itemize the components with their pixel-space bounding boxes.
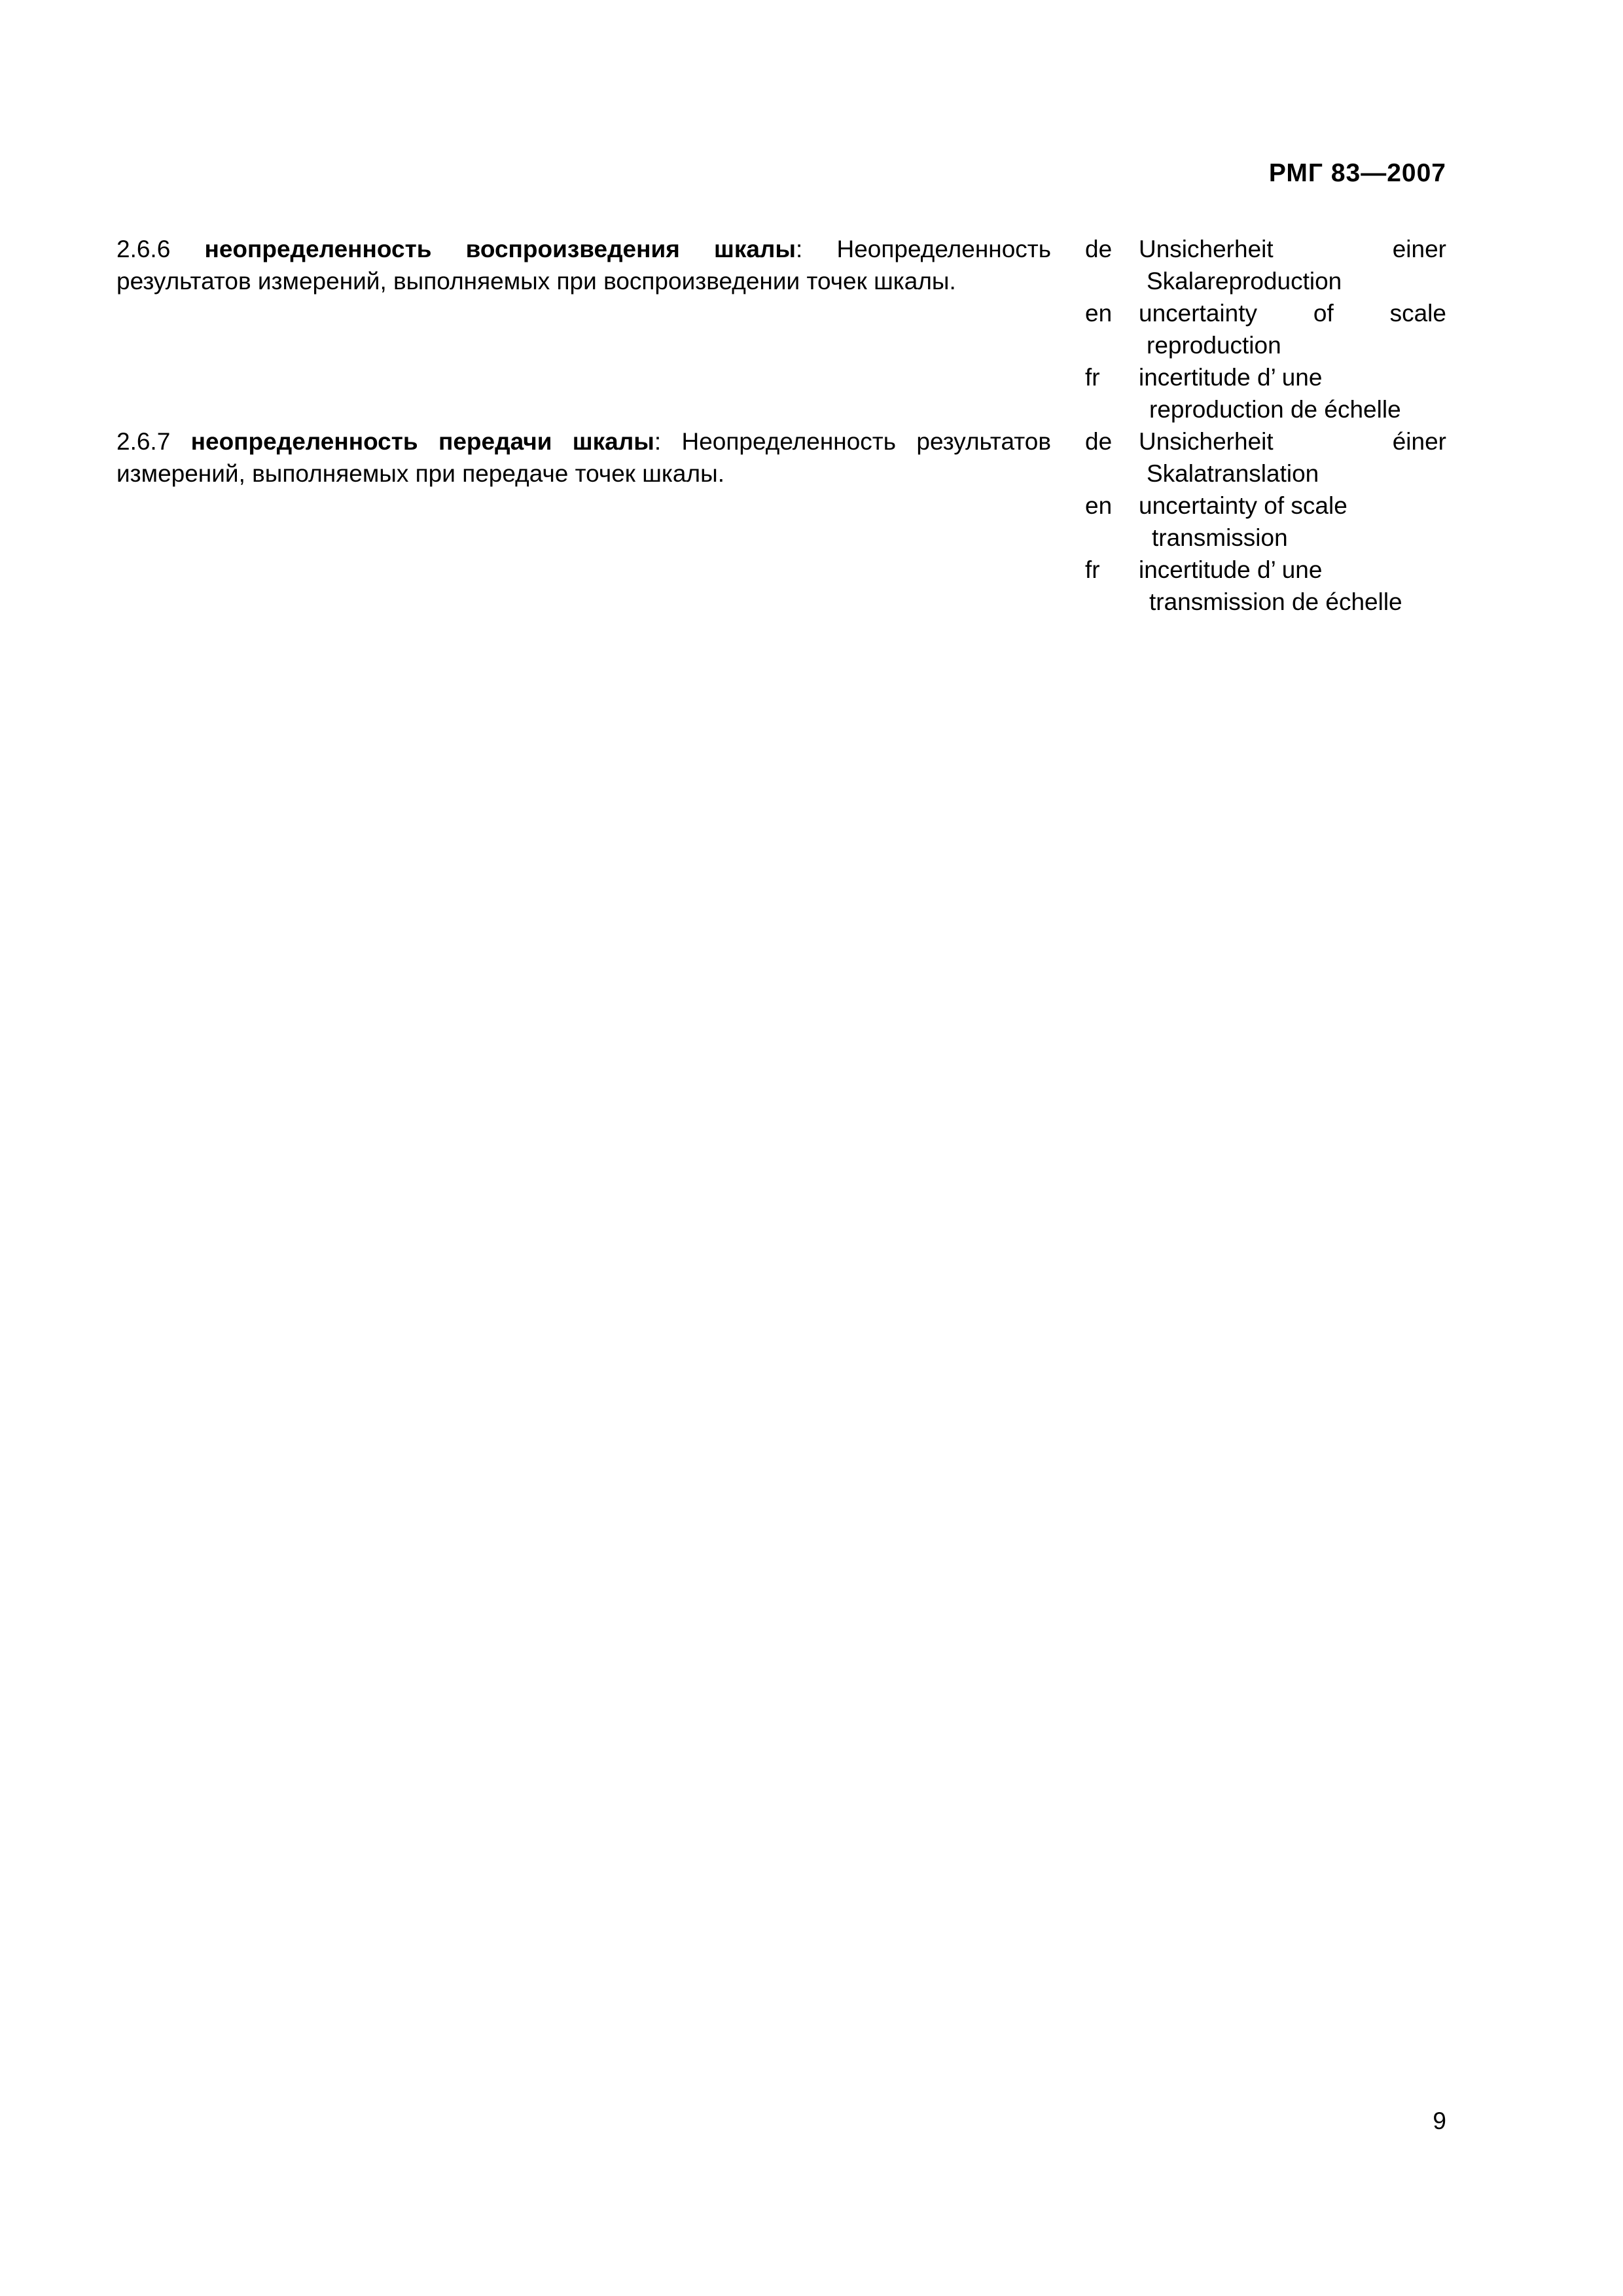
entry-definition: : Неопределенность результатов измерений, выполняемых при воспроизведении точек шкалы.	[116, 236, 1052, 295]
entry-number: 2.6.7	[116, 428, 191, 455]
equivalent-fr: fr incertitude d’ une reproduction de échelle	[1085, 364, 1401, 423]
equivalent-en: en uncertainty of scale transmission	[1085, 492, 1347, 551]
entry-term: неопределенность передачи шкалы	[190, 428, 654, 455]
definition-2-6-7	[116, 425, 1051, 490]
document-code: РМГ 83—2007	[1268, 159, 1446, 187]
entry-number: 2.6.6	[116, 236, 205, 262]
page-number: 9	[1433, 2108, 1446, 2134]
equivalent-de: de Unsicherheit éiner Skalatranslation	[1085, 428, 1446, 487]
entry-term: неопределенность воспроизведения шкалы	[204, 236, 796, 262]
equivalents-2-6-6	[1085, 233, 1446, 425]
equivalents-2-6-7	[1085, 425, 1446, 618]
definition-2-6-6	[116, 233, 1051, 297]
entry-definition: : Неопределенность результатов измерений, выполняемых при передаче точек шкалы.	[116, 428, 1051, 487]
equivalent-de: de Unsicherheit einer Skalareproduction	[1085, 236, 1446, 295]
equivalent-en: en uncertainty of scale reproduction	[1085, 300, 1446, 359]
equivalent-fr: fr incertitude d’ une transmission de échelle	[1085, 556, 1402, 615]
